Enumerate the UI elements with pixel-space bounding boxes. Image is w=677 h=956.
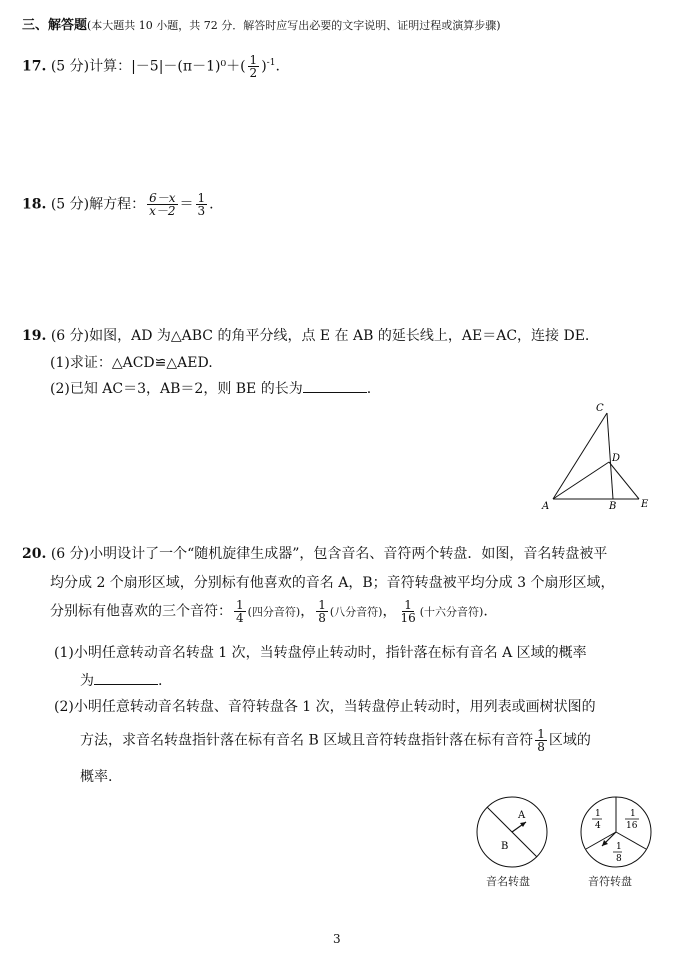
note-label: (四分音符) bbox=[247, 605, 301, 619]
side-ac bbox=[553, 413, 607, 499]
question-20-part-2-line-2 bbox=[80, 728, 591, 753]
frac-denominator: 2 bbox=[249, 66, 258, 80]
frac-numerator: 1 bbox=[537, 727, 545, 741]
triangle-figure bbox=[536, 396, 660, 516]
page-number: 3 bbox=[333, 932, 341, 946]
sector-label-quarter-num: 1 bbox=[595, 809, 601, 819]
frac-denominator: 4 bbox=[236, 611, 244, 625]
label-e: E bbox=[641, 499, 649, 510]
fraction-quarter bbox=[234, 599, 246, 624]
frac-numerator: 1 bbox=[318, 598, 326, 612]
note-label: (八分音符) bbox=[329, 605, 383, 619]
question-number: 19. bbox=[22, 328, 47, 344]
question-19-part-2 bbox=[50, 378, 371, 398]
frac-numerator: 1 bbox=[404, 598, 412, 612]
question-20-line-2: 均分成 2 个扇形区域，分别标有他喜欢的音名 A，B；音符转盘被平均分成 3 个扇形区域， bbox=[50, 575, 615, 591]
exponent: -1 bbox=[266, 57, 276, 68]
equals-sign: ＝ bbox=[179, 196, 194, 213]
note-value-spinner bbox=[578, 794, 654, 870]
question-text: 解方程： bbox=[89, 196, 146, 213]
label-a: A bbox=[542, 501, 550, 512]
label-b: B bbox=[609, 501, 617, 512]
question-17 bbox=[22, 54, 280, 79]
text: 方法，求音名转盘指针落在标有音名 B 区域且音符转盘指针落在标有音符 bbox=[80, 732, 534, 749]
question-text: 如图，AD 为△ABC 的角平分线，点 E 在 AB 的延长线上，AE＝AC，连接 DE. bbox=[89, 328, 590, 344]
answer-blank[interactable] bbox=[303, 378, 367, 393]
question-text: 计算：|－5|－(π－1)⁰＋( bbox=[89, 58, 246, 75]
note-value-spinner-caption: 音符转盘 bbox=[588, 875, 632, 888]
label-c: C bbox=[596, 403, 604, 414]
frac-denominator: x－2 bbox=[149, 204, 176, 218]
sector-label-a: A bbox=[518, 810, 526, 821]
frac-denominator: 8 bbox=[318, 611, 326, 625]
segment-de bbox=[609, 462, 639, 499]
end-mark: . bbox=[158, 673, 163, 689]
sector-label-quarter-den: 4 bbox=[595, 821, 601, 831]
end-mark: . bbox=[275, 58, 280, 75]
question-number: 18. bbox=[22, 196, 47, 213]
frac-numerator: 1 bbox=[236, 598, 244, 612]
separator: ， bbox=[300, 603, 315, 620]
frac-numerator: 1 bbox=[249, 53, 258, 67]
question-20-part-2-line-3: 概率. bbox=[80, 769, 113, 785]
label-d: D bbox=[612, 453, 621, 464]
question-19-part-1: (1)求证：△ACD≌△AED. bbox=[50, 355, 213, 371]
question-20-part-1-answer bbox=[80, 670, 162, 690]
question-number: 17. bbox=[22, 58, 47, 75]
spinner-divider bbox=[586, 832, 616, 849]
end-mark: . bbox=[366, 381, 372, 397]
question-19 bbox=[22, 325, 589, 345]
close-paren: ) bbox=[261, 58, 267, 75]
sector-label-b: B bbox=[501, 841, 509, 852]
question-score: (5 分) bbox=[50, 196, 90, 213]
fraction-sixteenth bbox=[398, 599, 417, 624]
question-number: 20. bbox=[22, 546, 47, 562]
question-score: (6 分) bbox=[50, 546, 90, 562]
question-20-part-2: (2)小明任意转动音名转盘、音符转盘各 1 次，当转盘停止转动时，用列表或画树状图的 bbox=[54, 699, 596, 715]
segment-ad bbox=[553, 462, 609, 499]
question-text: 小明设计了一个“随机旋律生成器”，包含音名、音符两个转盘．如图，音名转盘被平 bbox=[89, 546, 608, 562]
note-name-spinner-caption: 音名转盘 bbox=[486, 875, 530, 888]
frac-denominator: 16 bbox=[400, 611, 416, 625]
sector-label-eighth-den: 8 bbox=[616, 854, 622, 864]
fraction-eighth bbox=[535, 728, 547, 753]
question-20-line-3 bbox=[50, 599, 488, 624]
sector-label-sixteenth-den: 16 bbox=[626, 821, 638, 831]
question-score: (5 分) bbox=[50, 58, 90, 75]
answer-blank[interactable] bbox=[94, 670, 158, 685]
sector-label-eighth-num: 1 bbox=[616, 842, 622, 852]
question-score: (6 分) bbox=[50, 328, 90, 344]
fraction-rhs bbox=[196, 192, 208, 217]
part-text: (2)已知 AC＝3，AB＝2，则 BE 的长为 bbox=[50, 381, 303, 397]
text: 分别标有他喜欢的三个音符： bbox=[50, 603, 232, 620]
fraction bbox=[248, 54, 260, 79]
section-title: 三、解答题 bbox=[22, 18, 88, 33]
sector-label-sixteenth-num: 1 bbox=[630, 809, 636, 819]
question-20 bbox=[22, 543, 607, 563]
end-mark: . bbox=[209, 196, 214, 213]
frac-numerator: 6－x bbox=[149, 191, 176, 205]
text: 为 bbox=[80, 673, 94, 689]
question-18 bbox=[22, 192, 214, 217]
section-note: (本大题共 10 小题，共 72 分．解答时应写出必要的文字说明、证明过程或演算步骤) bbox=[87, 19, 501, 32]
end-mark: . bbox=[483, 603, 488, 620]
question-20-part-1: (1)小明任意转动音名转盘 1 次，当转盘停止转动时，指针落在标有音名 A 区域的概率 bbox=[54, 645, 587, 661]
note-name-spinner bbox=[474, 794, 550, 870]
fraction-lhs bbox=[147, 192, 177, 217]
section-header bbox=[22, 14, 501, 33]
note-label: (十六分音符) bbox=[419, 605, 484, 619]
frac-numerator: 1 bbox=[197, 191, 206, 205]
fraction-eighth bbox=[316, 599, 328, 624]
frac-denominator: 3 bbox=[197, 204, 206, 218]
text: 区域的 bbox=[548, 732, 591, 749]
separator: ， bbox=[382, 603, 397, 620]
frac-denominator: 8 bbox=[537, 740, 545, 754]
